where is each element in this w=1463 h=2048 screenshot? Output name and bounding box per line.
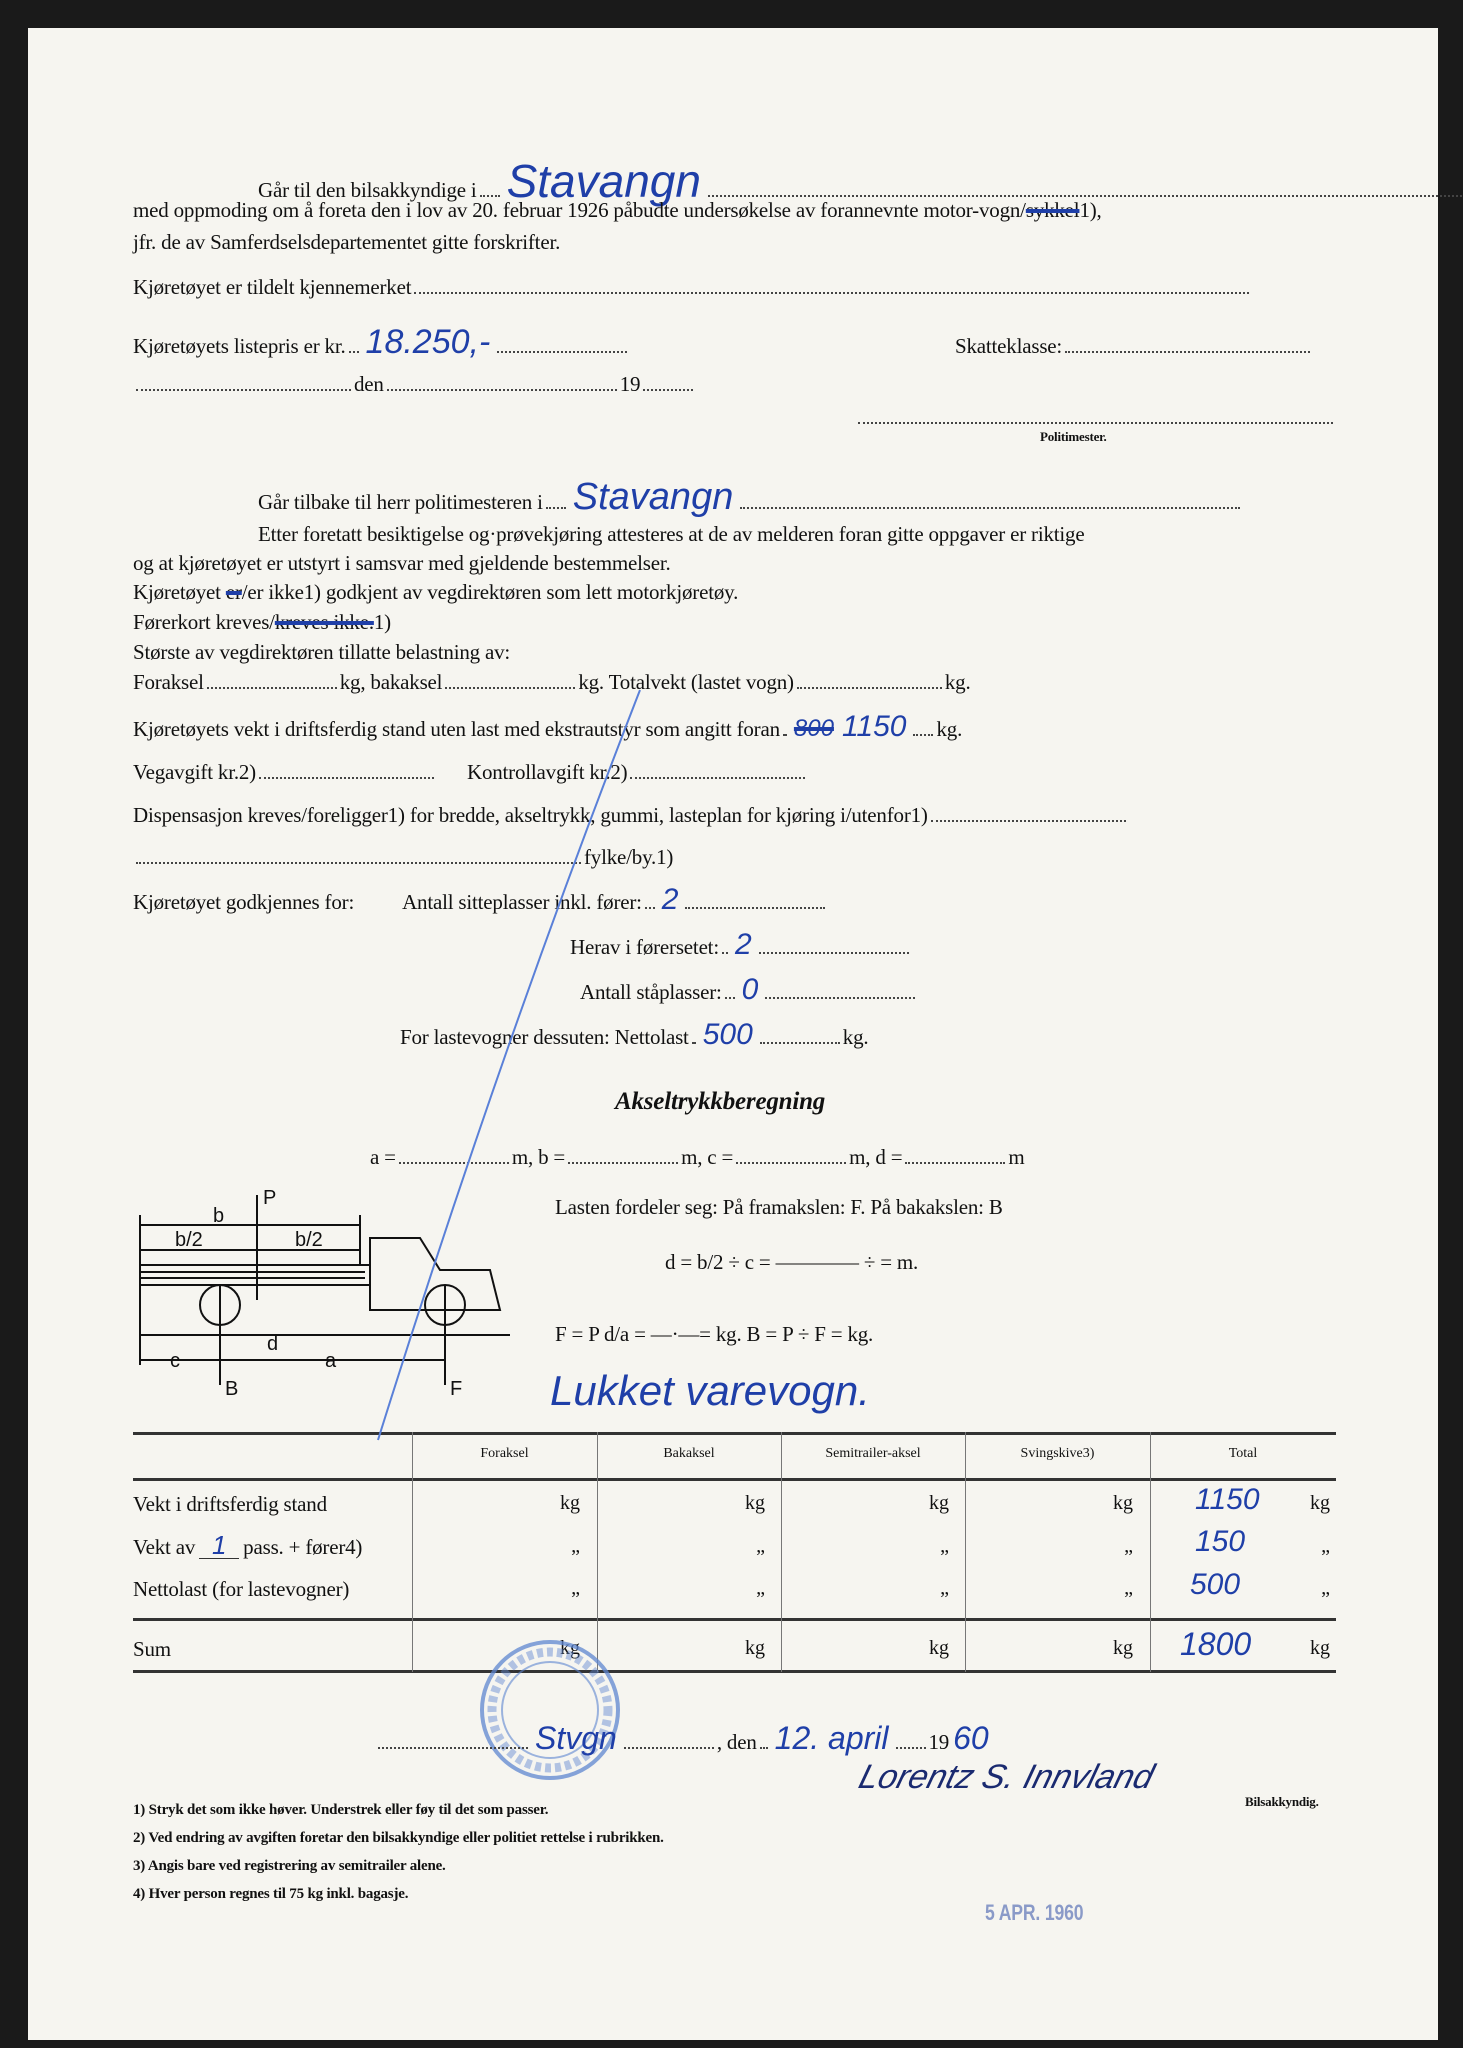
handwritten-total: 500 bbox=[1190, 1568, 1241, 1601]
label: Kjøretøyet er tildelt kjennemerket bbox=[133, 275, 412, 299]
diagram-label-f-axle: F bbox=[450, 1378, 463, 1400]
unit: „ bbox=[1321, 1535, 1330, 1557]
struck-weight: 800 bbox=[793, 715, 834, 742]
handwritten-weight: 1150 bbox=[841, 710, 907, 743]
diagram-label-b: b bbox=[213, 1205, 225, 1227]
line-vekt bbox=[133, 712, 962, 742]
text: /er ikke1) godkjent av vegdirektøren som lett motorkjøretøy. bbox=[241, 580, 739, 604]
line-staplasser bbox=[580, 975, 918, 1005]
label: Vegavgift kr.2) bbox=[133, 760, 256, 784]
line-godkjent bbox=[133, 580, 738, 604]
label: , den bbox=[716, 1730, 757, 1754]
signature-line bbox=[855, 405, 1336, 429]
diagram-label-b2-left: b/2 bbox=[175, 1229, 203, 1251]
field-listepris bbox=[133, 325, 630, 359]
received-date-stamp: 5 APR. 1960 bbox=[985, 1900, 1084, 1925]
unit: kg bbox=[929, 1637, 949, 1659]
formula-f: F = P d/a = —·—= kg. B = P ÷ F = kg. bbox=[555, 1322, 874, 1346]
handwritten-nettolast: 500 bbox=[702, 1018, 753, 1051]
struck-text: sykkel bbox=[1025, 198, 1080, 222]
signature-date-line bbox=[375, 1722, 993, 1754]
field-kjennemerke bbox=[133, 275, 1252, 299]
label: Kjøretøyet godkjennes for: bbox=[133, 890, 355, 914]
label: kg. bbox=[944, 670, 971, 694]
truck-diagram bbox=[135, 1190, 515, 1400]
line-measurements bbox=[370, 1145, 1025, 1169]
line-belastning bbox=[133, 670, 971, 694]
handwritten-place: Stvgn bbox=[535, 1720, 617, 1756]
struck-text: kreves ikke. bbox=[274, 610, 374, 634]
label: m, b = bbox=[511, 1145, 566, 1169]
unit: „ bbox=[940, 1535, 949, 1557]
header-semitrailer: Semitrailer-aksel bbox=[825, 1446, 921, 1461]
line-nettolast bbox=[400, 1020, 868, 1050]
handwritten-sum: 1800 bbox=[1180, 1626, 1252, 1662]
label: kg. bbox=[842, 1025, 869, 1049]
line-forerkort bbox=[133, 610, 391, 634]
unit: „ bbox=[940, 1577, 949, 1599]
handwritten-pass-count: 1 bbox=[199, 1532, 239, 1559]
text: 1), bbox=[1079, 198, 1102, 222]
footnote: 4) Hver person regnes til 75 kg inkl. bagasje. bbox=[133, 1886, 409, 1902]
label: Antall sitteplasser inkl. fører: bbox=[402, 890, 642, 914]
line-oppmoding bbox=[133, 198, 1102, 222]
handwritten-sitteplasser: 2 bbox=[661, 883, 679, 916]
label: Kjøretøyets listepris er kr. bbox=[133, 334, 346, 358]
unit: „ bbox=[571, 1535, 580, 1557]
handwritten-forersetet: 2 bbox=[734, 928, 752, 961]
line-forersetet bbox=[570, 930, 912, 960]
unit: kg bbox=[560, 1492, 580, 1514]
row-label: Sum bbox=[133, 1637, 171, 1661]
field-place-date bbox=[133, 372, 696, 396]
label: 19 bbox=[619, 372, 641, 396]
label: Dispensasjon kreves/foreligger1) for bredde, akseltrykk, gummi, lasteplan for kjøring i/utenfor1) bbox=[133, 803, 928, 827]
role-label: Bilsakkyndig. bbox=[1245, 1794, 1319, 1809]
unit: „ bbox=[756, 1535, 765, 1557]
aksel-title: Akseltrykkberegning bbox=[615, 1088, 826, 1115]
line-godkjennes bbox=[133, 885, 828, 915]
handwritten-year: 60 bbox=[953, 1720, 989, 1756]
label: kg. bbox=[936, 717, 963, 741]
unit: kg bbox=[560, 1637, 580, 1659]
handwritten-city-1: Stavangn bbox=[506, 155, 701, 207]
handwritten-total: 1150 bbox=[1195, 1483, 1260, 1516]
attest-line-1: Etter foretatt besiktigelse og·prøvekjøring attesteres at de av melderen foran gitte oppgaver er riktige bbox=[258, 522, 1085, 546]
unit: kg bbox=[1113, 1492, 1133, 1514]
text: med oppmoding om å foreta den i lov av 20. februar 1926 påbudte undersøkelse av forannevnte motor-vogn/ bbox=[133, 198, 1026, 222]
line-tilbake bbox=[258, 478, 1243, 516]
label: Skatteklasse: bbox=[955, 334, 1063, 358]
header-total: Total bbox=[1228, 1446, 1258, 1461]
unit: kg bbox=[1113, 1637, 1133, 1659]
label: Kontrollavgift kr.2) bbox=[466, 760, 628, 784]
footnote: 2) Ved endring av avgiften foretar den bilsakkyndige eller politiet rettelse i rubrikken. bbox=[133, 1830, 664, 1846]
handwritten-total: 150 bbox=[1195, 1525, 1246, 1558]
line-avgift bbox=[133, 760, 808, 784]
diagram-label-b-axle: B bbox=[225, 1378, 239, 1400]
unit: „ bbox=[756, 1577, 765, 1599]
label: For lastevogner dessuten: Nettolast bbox=[400, 1025, 689, 1049]
label: m bbox=[1008, 1145, 1025, 1169]
header-svingskive: Svingskive3) bbox=[1020, 1446, 1095, 1461]
unit: „ bbox=[1321, 1577, 1330, 1599]
field-skatteklasse bbox=[955, 334, 1313, 358]
line-fylke bbox=[133, 845, 673, 869]
diagram-label-a: a bbox=[325, 1350, 337, 1372]
unit: „ bbox=[1124, 1577, 1133, 1599]
diagram-label-c: c bbox=[170, 1350, 180, 1372]
unit: kg bbox=[1310, 1637, 1330, 1659]
footnote: 1) Stryk det som ikke høver. Understrek eller føy til det som passer. bbox=[133, 1802, 549, 1818]
label: Kjøretøyets vekt i driftsferdig stand uten last med ekstrautstyr som angitt foran bbox=[133, 717, 780, 741]
line-storste: Største av vegdirektøren tillatte belastning av: bbox=[133, 640, 511, 664]
diagram-label-b2-right: b/2 bbox=[295, 1229, 323, 1251]
header-bakaksel: Bakaksel bbox=[663, 1446, 715, 1461]
label: 19 bbox=[928, 1730, 950, 1754]
label: kg, bakaksel bbox=[339, 670, 443, 694]
label: Antall ståplasser: bbox=[580, 980, 722, 1004]
header-foraksel: Foraksel bbox=[480, 1446, 529, 1461]
line-dispensasjon bbox=[133, 803, 1129, 827]
formula-d: d = b/2 ÷ c = ———— ÷ = m. bbox=[665, 1250, 919, 1274]
handwritten-listepris: 18.250,- bbox=[365, 323, 491, 361]
label: den bbox=[354, 372, 384, 396]
unit: kg bbox=[929, 1492, 949, 1514]
text: Førerkort kreves/ bbox=[133, 610, 275, 634]
footnote: 3) Angis bare ved registrering av semitrailer alene. bbox=[133, 1858, 446, 1874]
label: Herav i førersetet: bbox=[570, 935, 719, 959]
label: m, c = bbox=[681, 1145, 734, 1169]
unit: kg bbox=[1310, 1492, 1330, 1514]
row-label: Nettolast (for lastevogner) bbox=[133, 1577, 350, 1601]
unit: kg bbox=[745, 1492, 765, 1514]
attest-line-2: og at kjøretøyet er utstyrt i samsvar med gjeldende bestemmelser. bbox=[133, 551, 671, 575]
handwritten-vehicle-type: Lukket varevogn. bbox=[550, 1367, 870, 1414]
row-label bbox=[133, 1532, 362, 1559]
unit: kg bbox=[745, 1637, 765, 1659]
text: 1) bbox=[373, 610, 391, 634]
diagram-label-p: P bbox=[263, 1190, 277, 1209]
line-lasten: Lasten fordeler seg: På framakslen: F. På bakakslen: B bbox=[555, 1195, 1003, 1219]
line-forskrifter: jfr. de av Samferdselsdepartementet gitte forskrifter. bbox=[133, 230, 561, 254]
label: Foraksel bbox=[133, 670, 204, 694]
label: kg. Totalvekt (lastet vogn) bbox=[578, 670, 794, 694]
text: Kjøretøyet bbox=[133, 580, 226, 604]
label: fylke/by.1) bbox=[584, 845, 674, 869]
label: a = bbox=[370, 1145, 396, 1169]
label: m, d = bbox=[849, 1145, 903, 1169]
unit: „ bbox=[571, 1577, 580, 1599]
text: Vekt av bbox=[133, 1535, 196, 1559]
row-label: Vekt i driftsferdig stand bbox=[133, 1492, 327, 1516]
unit: „ bbox=[1124, 1535, 1133, 1557]
struck-text: er bbox=[225, 580, 242, 604]
handwritten-staplasser: 0 bbox=[741, 973, 759, 1006]
handwritten-date: 12. april bbox=[774, 1720, 889, 1756]
text: pass. + fører4) bbox=[243, 1535, 363, 1559]
label: Går til den bilsakkyndige i bbox=[258, 178, 477, 202]
politimester-label: Politimester. bbox=[1040, 429, 1107, 444]
handwritten-city-2: Stavangn bbox=[572, 476, 734, 518]
signature: Lorentz S. Innvland bbox=[854, 1758, 1159, 1796]
label: Går tilbake til herr politimesteren i bbox=[258, 490, 543, 514]
diagram-label-d: d bbox=[267, 1333, 279, 1355]
